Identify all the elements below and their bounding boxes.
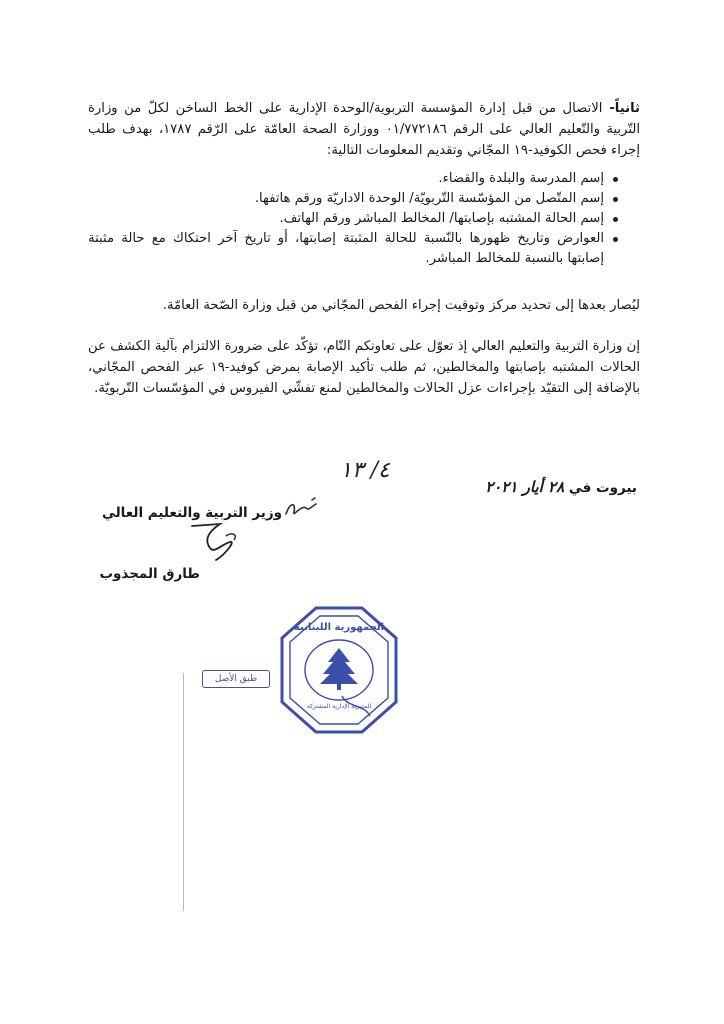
list-item: إسم المتّصل من المؤسّسة التّربويّة/ الوحدة الاداريّة ورقم هاتفها. <box>88 189 618 209</box>
paragraph-followup: ليُصار بعدها إلى تحديد مركز وتوقيت إجراء الفحص المجّاني من قبل وزارة الصّحة العامّة. <box>162 298 640 313</box>
seal-top-text: الجمهورية اللبنانية <box>293 622 385 633</box>
list-item: إسم المدرسة والبلدة والقضاء. <box>88 169 618 189</box>
paragraph-closing: إن وزارة التربية والتعليم العالي إذ تعوّل على تعاونكم التّام، تؤكّد على ضرورة الالتزام بآلية الكشف عن الحالات المشتبه بإصابتها والمخالطين، ثم طلب تأكيد الإصابة بمرض كوفيد-١٩ عبر الفحص المجّاني، بالإضافة إلى التقيّد بإجراءات عزل الحالات والمخالطين لمنع تفشّي الفيروس في المؤسّسات التّربويّة. <box>88 339 640 396</box>
paragraph-text: الاتصال من قبل إدارة المؤسسة التربوية/الوحدة الإدارية على الخط الساخن لكلّ من وزارة التّربية والتّعليم العالي على الرقم ٠١/٧٧٢١٨٦ ووزارة الصحة العامّة على الرّقم ١٧٨٧، بهدف طلب إجراء فحص الكوفيد-١٩ المجّاني وتقديم المعلومات التالية: <box>88 101 640 158</box>
official-seal <box>278 604 400 736</box>
date-prefix: بيروت في <box>568 480 637 496</box>
date-line <box>485 478 637 496</box>
minister-name: طارق المجذوب <box>99 566 200 582</box>
signature-scribble <box>186 518 246 568</box>
paragraph-lead: ثانياً- <box>602 101 640 116</box>
list-item: العوارض وتاريخ ظهورها بالنّسبة للحالة المثبتة إصابتها، أو تاريخ آخر احتكاك مع حالة مثبتة إصابتها بالنسبة للمخالط المباشر. <box>88 229 618 269</box>
minister-title: وزير التربية والتعليم العالي <box>101 505 282 521</box>
seal-inner-text: المديرية الإدارية المشتركة <box>306 703 372 710</box>
list-item: إسم الحالة المشتبه بإصابتها/ المخالط المباشر ورقم الهاتف. <box>88 209 618 229</box>
true-copy-stamp: طبق الأصل <box>202 670 270 688</box>
margin-line <box>183 673 184 911</box>
letter-body <box>88 98 640 399</box>
handwritten-date: ٢٨ أيار ٢٠٢١ <box>485 478 565 496</box>
paragraph-secondly <box>88 98 640 161</box>
required-info-list <box>88 169 618 269</box>
initial-scribble <box>282 494 322 522</box>
handwritten-reference: ٤/ ١٣ <box>340 458 390 483</box>
